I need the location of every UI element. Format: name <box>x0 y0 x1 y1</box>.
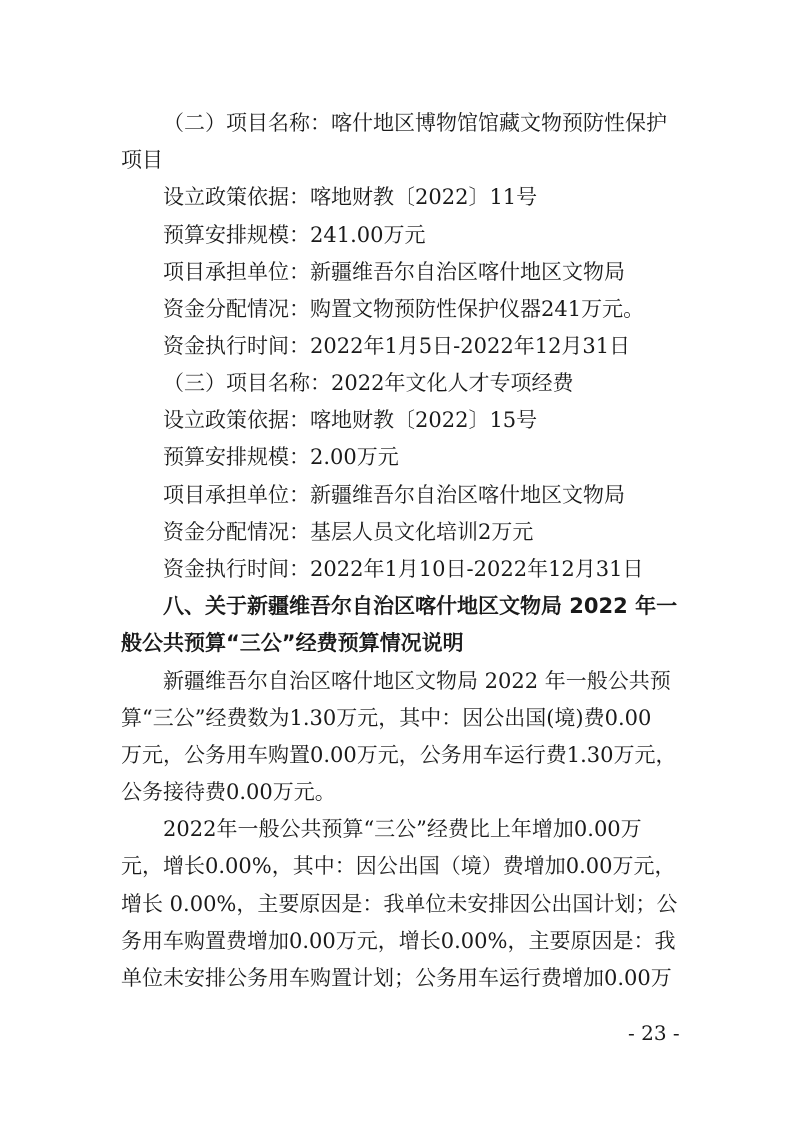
paragraph-2-line-5: 单位未安排公务用车购置计划；公务用车运行费增加0.00万 <box>121 966 672 990</box>
item-2-budget: 预算安排规模：241.00万元 <box>163 223 426 247</box>
paragraph-2-line-1: 2022年一般公共预算“三公”经费比上年增加0.00万 <box>163 817 642 841</box>
section-8-heading-cont: 般公共预算“三公”经费预算情况说明 <box>121 631 464 655</box>
item-3-unit: 项目承担单位：新疆维吾尔自治区喀什地区文物局 <box>163 483 625 507</box>
item-2-title-cont: 项目 <box>121 148 163 172</box>
paragraph-1-line-3: 万元，公务用车购置0.00万元，公务用车运行费1.30万元， <box>121 743 677 767</box>
paragraph-2-line-3: 增长 0.00%，主要原因是：我单位未安排因公出国计划；公 <box>121 892 678 916</box>
paragraph-1-line-4: 公务接待费0.00万元。 <box>121 780 336 804</box>
page-number: - 23 - <box>628 1021 680 1045</box>
item-3-title: （三）项目名称：2022年文化人才专项经费 <box>163 371 574 395</box>
item-2-allocation: 资金分配情况：购置文物预防性保护仪器241万元。 <box>163 297 645 321</box>
item-3-policy: 设立政策依据：喀地财教〔2022〕15号 <box>163 408 538 432</box>
item-3-budget: 预算安排规模：2.00万元 <box>163 445 399 469</box>
item-2-unit: 项目承担单位：新疆维吾尔自治区喀什地区文物局 <box>163 260 625 284</box>
item-2-period: 资金执行时间：2022年1月5日-2022年12月31日 <box>163 334 631 358</box>
paragraph-1-line-1: 新疆维吾尔自治区喀什地区文物局 2022 年一般公共预 <box>163 669 671 693</box>
paragraph-2-line-2: 元，增长0.00%，其中：因公出国（境）费增加0.00万元， <box>121 854 676 878</box>
item-3-allocation: 资金分配情况：基层人员文化培训2万元 <box>163 520 534 544</box>
section-8-heading: 八、关于新疆维吾尔自治区喀什地区文物局 2022 年一 <box>163 594 678 618</box>
paragraph-1-line-2: 算“三公”经费数为1.30万元，其中：因公出国(境)费0.00 <box>121 706 652 730</box>
item-2-title: （二）项目名称：喀什地区博物馆馆藏文物预防性保护 <box>163 111 667 135</box>
paragraph-2-line-4: 务用车购置费增加0.00万元，增长0.00%，主要原因是：我 <box>121 929 676 953</box>
item-2-policy: 设立政策依据：喀地财教〔2022〕11号 <box>163 185 538 209</box>
item-3-period: 资金执行时间：2022年1月10日-2022年12月31日 <box>163 557 644 581</box>
